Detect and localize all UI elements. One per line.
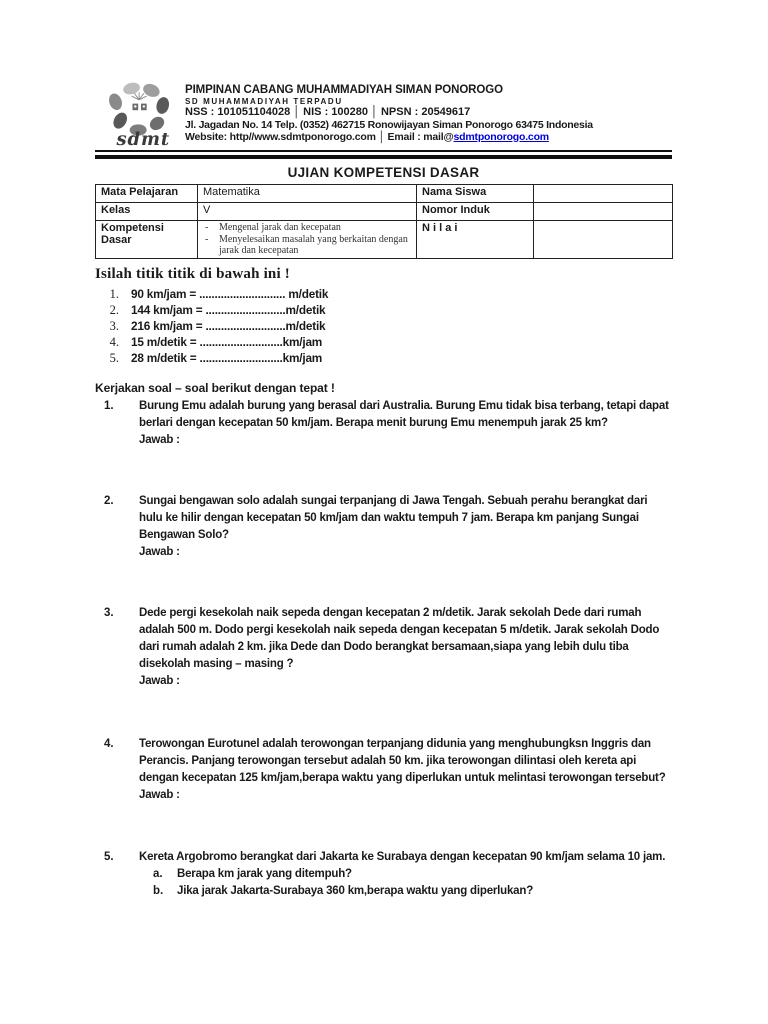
item-number: 2. [109, 302, 119, 317]
school-address: Jl. Jagadan No. 14 Telp. (0352) 462715 Ronowijayan Siman Ponorogo 63475 Indonesia [185, 118, 593, 131]
value-nomor-induk [534, 203, 673, 221]
sub-question-text: Berapa km jarak yang ditempuh? [177, 867, 352, 880]
kd-item [203, 222, 411, 234]
question-body [139, 849, 672, 900]
question-1 [95, 398, 672, 449]
label-nilai: N i l a i [417, 221, 534, 259]
question-number: 1. [104, 399, 114, 412]
value-mata-pelajaran: Matematika [198, 185, 417, 203]
list-item [95, 286, 672, 302]
question-body [139, 493, 672, 561]
letterhead [95, 80, 672, 148]
essay-section-heading: Kerjakan soal – soal berikut dengan tepat ! [95, 380, 335, 395]
list-item [95, 350, 672, 366]
item-text: 90 km/jam = ............................ m/detik [131, 286, 329, 301]
sdmt-logo-graphic [103, 80, 179, 148]
school-logo [103, 80, 179, 148]
question-text: Terowongan Eurotunel adalah terowongan terpanjang didunia yang menghubungksn Inggris dan Perancis. Panjang terowongan tersebut adalah 50 km. jika terowongan dilintasi oleh kereta api dengan kecepatan 125 km/jam,berapa waktu yang diperlukan untuk melintasi terowongan tersebut? [139, 737, 666, 784]
table-row [96, 203, 673, 221]
question-body [139, 736, 672, 804]
question-5 [95, 849, 672, 900]
table-row [96, 221, 673, 259]
fill-list [95, 286, 672, 366]
sub-question-b [139, 883, 672, 900]
item-number: 3. [109, 318, 119, 333]
question-number: 3. [104, 606, 114, 619]
answer-label: Jawab : [139, 788, 180, 801]
question-body [139, 398, 672, 449]
item-text: 28 m/detik = ...........................km/jam [131, 350, 323, 365]
value-nama-siswa [534, 185, 673, 203]
label-nama-siswa: Nama Siswa [417, 185, 534, 203]
list-item [95, 334, 672, 350]
value-nilai [534, 221, 673, 259]
label-mata-pelajaran: Mata Pelajaran [96, 185, 198, 203]
item-number: 1. [109, 286, 119, 301]
label-nomor-induk: Nomor Induk [417, 203, 534, 221]
list-item [95, 318, 672, 334]
item-text: 144 km/jam = ..........................m/detik [131, 302, 326, 317]
school-name: SD MUHAMMADIYAH TERPADU [185, 96, 343, 107]
dash-bullet: - [205, 233, 209, 245]
item-text: 15 m/detik = ...........................km/jam [131, 334, 323, 349]
kd-item-text: Mengenal jarak dan kecepatan [219, 222, 341, 233]
question-text: Burung Emu adalah burung yang berasal dari Australia. Burung Emu tidak bisa terbang, tetapi dapat berlari dengan kecepatan 50 km/jam. Berapa menit burung Emu menempuh jarak 25 km? [139, 399, 669, 429]
value-kelas: V [198, 203, 417, 221]
dash-bullet: - [205, 222, 209, 233]
letterhead-text [185, 80, 593, 143]
email-link[interactable]: sdmtponorogo.com [453, 130, 549, 143]
answer-label: Jawab : [139, 433, 180, 446]
question-number: 4. [104, 737, 114, 750]
label-kelas: Kelas [96, 203, 198, 221]
item-text: 216 km/jam = ..........................m/detik [131, 318, 326, 333]
question-number: 5. [104, 850, 114, 863]
kd-item [203, 234, 411, 257]
kompetensi-dasar-items [198, 221, 417, 259]
question-4 [95, 736, 672, 804]
question-text: Kereta Argobromo berangkat dari Jakarta ke Surabaya dengan kecepatan 90 km/jam selama 10 jam. [139, 850, 666, 863]
website-prefix: Website: http//www.sdmtponorogo.com │ Email : mail@ [185, 130, 454, 143]
question-text: Dede pergi kesekolah naik sepeda dengan kecepatan 2 m/detik. Jarak sekolah Dede dari rumah adalah 500 m. Dodo pergi kesekolah naik sepeda dengan kecepatan 5 m/detik. Jarak sekolah Dodo dari rumah adalah 2 km. jika Dede dan Dodo berangkat bersamaan,siapa yang lebih dulu tiba disekolah masing – masing ? [139, 606, 660, 670]
letterhead-divider [95, 150, 672, 159]
website-email-line [185, 131, 593, 143]
item-number: 4. [109, 334, 119, 349]
sub-question-a [139, 866, 672, 883]
sub-question-letter: a. [153, 867, 163, 880]
label-kompetensi-dasar: Kompetensi Dasar [96, 221, 198, 259]
question-text: Sungai bengawan solo adalah sungai terpanjang di Jawa Tengah. Sebuah perahu berangkat dari hulu ke hilir dengan kecepatan 50 km/jam dan waktu tempuh 7 jam. Berapa km panjang Sungai Bengawan Solo? [139, 494, 648, 541]
table-row [96, 185, 673, 203]
organization-name: PIMPINAN CABANG MUHAMMADIYAH SIMAN PONOROGO [185, 84, 503, 96]
logo-wordmark: sdmt [116, 129, 171, 148]
question-3 [95, 605, 672, 690]
sub-question-letter: b. [153, 884, 164, 897]
question-2 [95, 493, 672, 561]
page-content [95, 80, 672, 900]
document-title: UJIAN KOMPETENSI DASAR [287, 165, 480, 180]
question-number: 2. [104, 494, 114, 507]
answer-label: Jawab : [139, 674, 180, 687]
answer-label: Jawab : [139, 545, 180, 558]
fill-section-heading: Isilah titik titik di bawah ini ! [95, 265, 290, 282]
sub-question-text: Jika jarak Jakarta-Surabaya 360 km,berapa waktu yang diperlukan? [177, 884, 534, 897]
kd-item-text: Menyelesaikan masalah yang berkaitan dengan jarak dan kecepatan [219, 233, 408, 256]
school-id-numbers: NSS : 101051104028 │ NIS : 100280 │ NPSN : 20549617 [185, 106, 471, 118]
exam-info-table [95, 184, 673, 259]
item-number: 5. [109, 350, 119, 365]
question-body [139, 605, 672, 690]
list-item [95, 302, 672, 318]
